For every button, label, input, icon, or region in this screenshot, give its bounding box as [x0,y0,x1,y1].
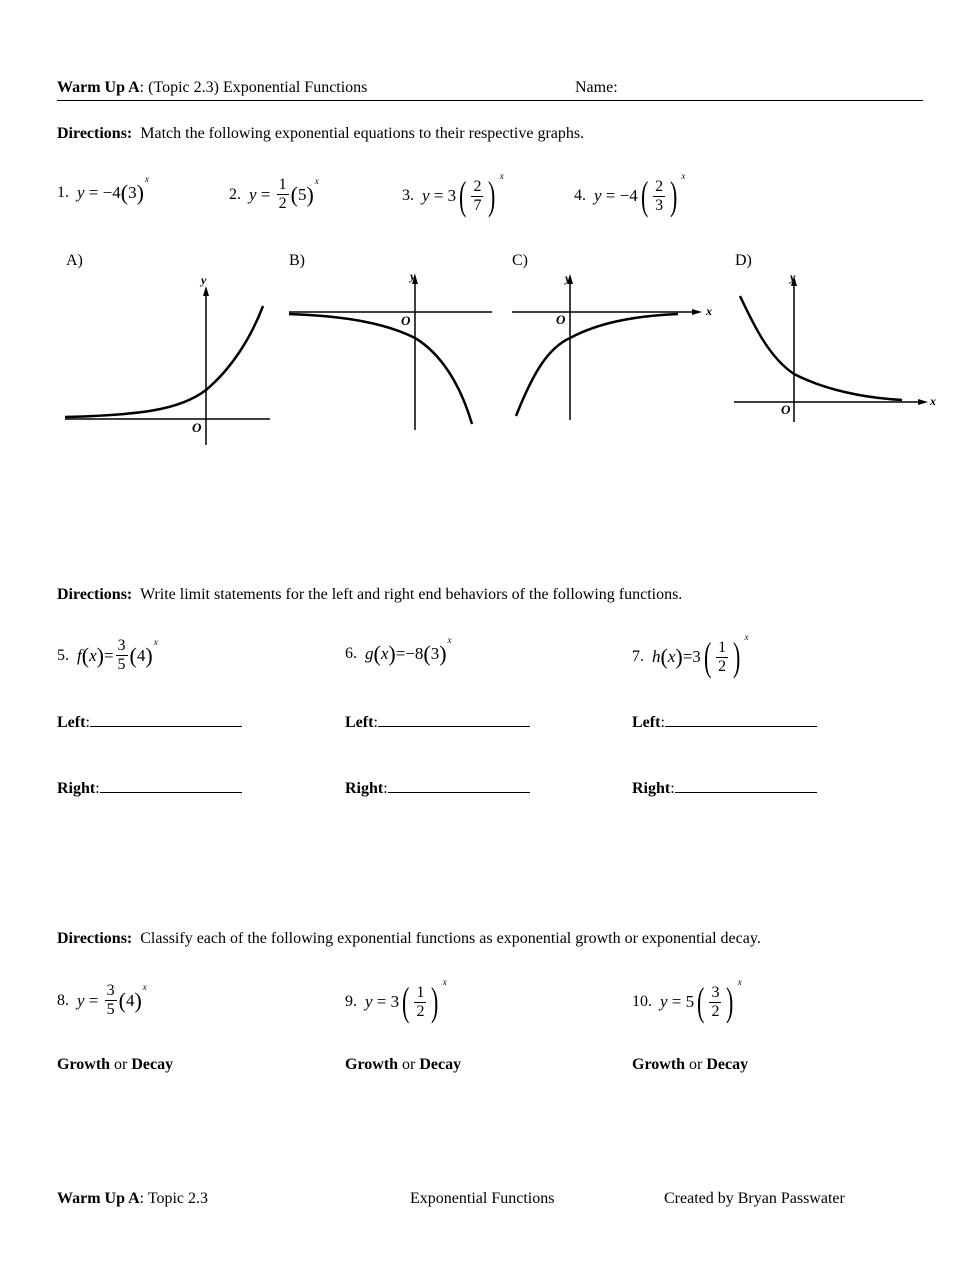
eq-coef-fraction [105,982,117,1019]
eq-lhs: y [594,186,602,205]
fraction-denominator: 5 [117,656,126,673]
eq-exponent: x [144,174,149,184]
eq-exponent: x [744,632,749,642]
eq-lhs: y [77,990,85,1010]
eq-lhs: y [660,992,668,1011]
footer-left-rest: : Topic 2.3 [139,1190,209,1207]
eq-lhs: y [422,186,430,205]
equation-9: 9. y = 3 ( $\frac{1}{2}$ ) x [345,977,447,1024]
eq-number: 7. [632,648,644,665]
graph-c [508,268,718,428]
graph-c-x-label: x [706,304,712,318]
fraction-numerator: 3 [711,983,720,1001]
graph-d-y-label: y [790,270,796,284]
fraction-denominator: 2 [278,195,287,212]
fraction-denominator: 3 [655,196,664,214]
equation-2: 2. y = $\frac{1}{2}$ ( 5 ) x [229,175,319,212]
right-answer-7[interactable]: Right: [632,778,817,798]
footer-right: Created by Bryan Passwater [664,1190,845,1207]
eq-coef: 3 [390,992,400,1011]
eq-coef: 3 [447,186,457,205]
eq-number: 4. [574,187,586,204]
right-label: Right [632,780,671,797]
fraction-denominator: 5 [106,1001,115,1018]
left-label: Left [345,714,374,731]
equation-8: 8. y = $\frac{3}{5}$ ( 4 ) x [57,981,147,1018]
eq-number: 9. [345,993,357,1010]
or-text: or [689,1056,703,1073]
directions-2 [57,586,682,604]
eq-lhs: y [77,183,85,202]
graph-d-x-label: x [930,394,936,408]
directions-2-label: Directions: [57,586,133,603]
decay-option[interactable]: Decay [419,1056,462,1073]
eq-function-name: g [365,644,374,663]
graph-d-label: D) [735,252,752,269]
eq-coef: 3 [692,647,701,666]
eq-base: 4 [136,645,146,665]
equation-6: 6. g ( x ) = −8 ( 3 ) x [345,635,452,666]
eq-function-name: f [77,645,82,665]
decay-option[interactable]: Decay [131,1056,174,1073]
eq-number: 8. [57,991,69,1009]
graph-d-curve [740,296,902,400]
graph-b-origin-label: O [401,313,411,328]
header-rule [57,100,923,101]
fraction-numerator: 1 [718,638,727,656]
graph-d-origin-label: O [781,402,791,417]
header-title [57,79,367,97]
eq-number: 6. [345,645,357,662]
header-title-rest: : (Topic 2.3) Exponential Functions [139,79,368,96]
fraction-denominator: 2 [718,657,727,675]
eq-exponent: x [447,635,452,645]
eq-function-name: h [652,647,661,666]
eq-base: 5 [297,184,307,204]
graph-c-y-label: y [565,271,571,285]
eq-base-fraction [709,984,721,1021]
or-text: or [402,1056,416,1073]
eq-exponent: x [314,175,319,186]
eq-number: 10. [632,993,652,1010]
equation-10: 10. y = 5 ( $\frac{3}{2}$ ) x [632,977,742,1024]
eq-number: 3. [402,187,414,204]
equation-7: 7. h ( x ) = 3 ( $\frac{1}{2}$ ) x [632,632,749,679]
graph-b [285,268,500,438]
graph-b-label: B) [289,252,305,269]
fraction-numerator: 2 [655,177,664,195]
fraction-numerator: 2 [473,177,482,195]
equation-3: 3. y = 3 ( $\frac{2}{7}$ ) x [402,171,504,218]
fraction-numerator: 1 [278,176,287,193]
eq-number: 5. [57,646,69,664]
graph-d-x-arrow [918,399,928,405]
graph-a-curve [65,306,263,417]
left-answer-5[interactable]: Left: [57,712,242,732]
eq-coef: −4 [102,183,121,202]
eq-lhs: y [365,992,373,1011]
right-label: Right [57,780,96,797]
left-answer-6[interactable]: Left: [345,712,530,732]
fraction-denominator: 7 [473,196,482,214]
eq-base-fraction [653,178,665,215]
graph-a-origin-label: O [192,420,202,435]
eq-coef: −4 [619,186,638,205]
footer-left [57,1190,208,1208]
growth-option[interactable]: Growth [632,1056,686,1073]
left-label: Left [57,714,86,731]
eq-base-fraction [716,639,728,676]
eq-lhs: y [249,184,257,204]
left-label: Left [632,714,661,731]
directions-3-label: Directions: [57,930,133,947]
eq-coef-fraction [116,637,128,674]
eq-variable: x [380,644,389,663]
right-answer-5[interactable]: Right: [57,778,242,798]
eq-coef: 5 [685,992,695,1011]
graph-d [730,268,942,428]
eq-exponent: x [499,171,504,181]
directions-1-text: Match the following exponential equations to their respective graphs. [140,125,585,142]
equation-5: 5. f ( x ) = $\frac{3}{5}$ ( 4 ) x [57,636,158,673]
name-label: Name: [575,79,618,96]
eq-exponent: x [681,171,686,181]
eq-exponent: x [153,636,158,647]
eq-variable: x [667,647,676,666]
classify-9[interactable] [345,1056,461,1074]
left-answer-7[interactable]: Left: [632,712,817,732]
footer-center: Exponential Functions [410,1190,555,1207]
graph-b-y-label: y [410,269,416,283]
graph-c-x-arrow [692,309,702,315]
eq-number: 1. [57,184,69,201]
graph-a-label: A) [66,252,83,269]
graph-a-y-label: y [201,273,207,287]
header-title-bold: Warm Up A [57,79,140,96]
fraction-numerator: 1 [416,983,425,1001]
decay-option[interactable]: Decay [706,1056,749,1073]
eq-exponent: x [737,977,742,987]
eq-exponent: x [142,981,147,992]
graph-c-curve [516,314,678,416]
graph-c-origin-label: O [556,312,566,327]
graph-a [60,270,275,450]
directions-3 [57,930,761,948]
fraction-denominator: 2 [711,1002,720,1020]
directions-2-text: Write limit statements for the left and right end behaviors of the following functions. [139,586,683,603]
eq-base-fraction [471,178,483,215]
eq-base: 3 [128,183,137,202]
eq-base: 3 [430,644,440,663]
equation-4: 4. y = −4 ( $\frac{2}{3}$ ) x [574,171,686,218]
fraction-numerator: 3 [117,637,126,654]
classify-8[interactable] [57,1056,173,1074]
footer-left-bold: Warm Up A [57,1190,140,1207]
eq-number: 2. [229,185,241,203]
eq-base-fraction [414,984,426,1021]
directions-1 [57,125,584,143]
growth-option[interactable]: Growth [57,1056,111,1073]
fraction-numerator: 3 [106,982,115,999]
equation-1: 1. y = −4 ( 3 ) x [57,174,149,205]
or-text: or [114,1056,128,1073]
directions-3-text: Classify each of the following exponential functions as exponential growth or exponential decay. [140,930,761,947]
graph-b-curve [289,314,472,424]
eq-coef-fraction [277,176,289,213]
classify-10[interactable] [632,1056,748,1074]
eq-variable: x [89,645,97,665]
eq-exponent: x [442,977,447,987]
graph-c-label: C) [512,252,528,269]
right-answer-6[interactable]: Right: [345,778,530,798]
right-label: Right [345,780,384,797]
fraction-denominator: 2 [416,1002,425,1020]
growth-option[interactable]: Growth [345,1056,399,1073]
eq-base: 4 [125,990,135,1010]
graph-a-y-arrow [203,286,209,296]
directions-1-label: Directions: [57,125,133,142]
eq-coef: −8 [405,644,424,663]
